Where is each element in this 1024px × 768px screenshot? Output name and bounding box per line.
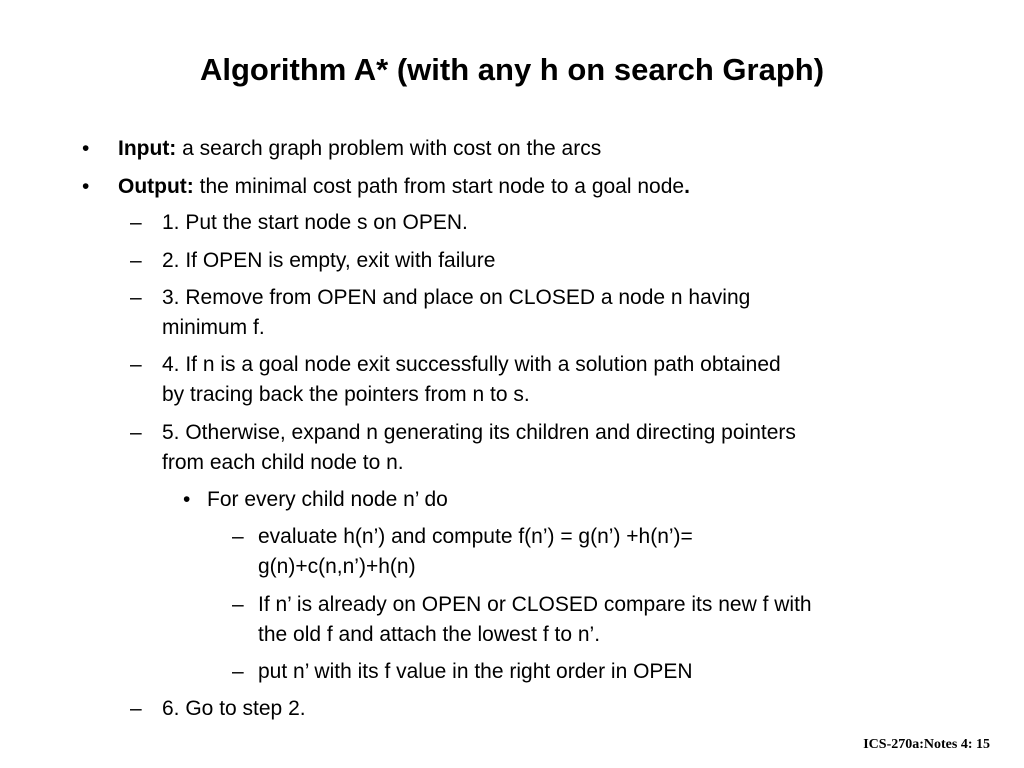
step-1-text: 1. Put the start node s on OPEN. [162, 211, 468, 234]
slide-footer: ICS-270a:Notes 4: 15 [863, 737, 990, 752]
bullet-marker: • [82, 137, 90, 160]
step-3-text-line1: 3. Remove from OPEN and place on CLOSED a node n having [162, 286, 751, 309]
step-3-continued [162, 313, 265, 343]
sub-item-compare-continued [258, 620, 600, 650]
step-5-continued [162, 448, 404, 478]
output-bullet [82, 172, 690, 202]
sub-item-compare-line1: If n’ is already on OPEN or CLOSED compare its new f with [258, 593, 812, 616]
dash-marker: – [130, 211, 142, 234]
dash-marker: – [232, 525, 244, 548]
sub-item-evaluate-line2: g(n)+c(n,n’)+h(n) [258, 555, 416, 578]
step-3-text-line2: minimum f. [162, 316, 265, 339]
step-5-text-line2: from each child node to n. [162, 451, 404, 474]
dash-marker: – [232, 593, 244, 616]
sub-item-evaluate-line1: evaluate h(n’) and compute f(n’) = g(n’) +h(n’)= [258, 525, 693, 548]
step-5-sub-text: For every child node n’ do [207, 488, 448, 511]
bullet-marker: • [82, 175, 90, 198]
step-5-text-line1: 5. Otherwise, expand n generating its children and directing pointers [162, 421, 796, 444]
dash-marker: – [130, 249, 142, 272]
sub-item-compare [232, 590, 812, 620]
step-5-sub-bullet [183, 485, 448, 515]
dash-marker: – [232, 660, 244, 683]
bullet-marker: • [183, 488, 191, 511]
sub-item-evaluate-continued [258, 552, 416, 582]
step-6 [130, 694, 306, 724]
sub-item-evaluate [232, 522, 693, 552]
step-5 [130, 418, 796, 448]
dash-marker: – [130, 286, 142, 309]
output-text: the minimal cost path from start node to a goal node [193, 175, 685, 198]
step-2 [130, 246, 496, 276]
sub-item-put [232, 657, 693, 687]
dash-marker: – [130, 421, 142, 444]
sub-item-compare-line2: the old f and attach the lowest f to n’. [258, 623, 601, 646]
input-text: a search graph problem with cost on the arcs [176, 137, 602, 160]
output-period: . [684, 175, 690, 198]
step-4-text-line1: 4. If n is a goal node exit successfully with a solution path obtained [162, 353, 781, 376]
step-2-text: 2. If OPEN is empty, exit with failure [162, 249, 496, 272]
step-3 [130, 283, 751, 313]
sub-item-put-text: put n’ with its f value in the right order in OPEN [258, 660, 693, 683]
slide-title: Algorithm A* (with any h on search Graph) [199, 52, 825, 87]
input-bullet [82, 134, 602, 164]
step-6-text: 6. Go to step 2. [162, 697, 306, 720]
step-1 [130, 208, 468, 238]
input-label: Input: [118, 137, 177, 160]
step-4-continued [162, 380, 530, 410]
dash-marker: – [130, 697, 142, 720]
dash-marker: – [130, 353, 142, 376]
step-4-text-line2: by tracing back the pointers from n to s. [162, 383, 530, 406]
step-4 [130, 350, 781, 380]
output-label: Output: [118, 175, 194, 198]
